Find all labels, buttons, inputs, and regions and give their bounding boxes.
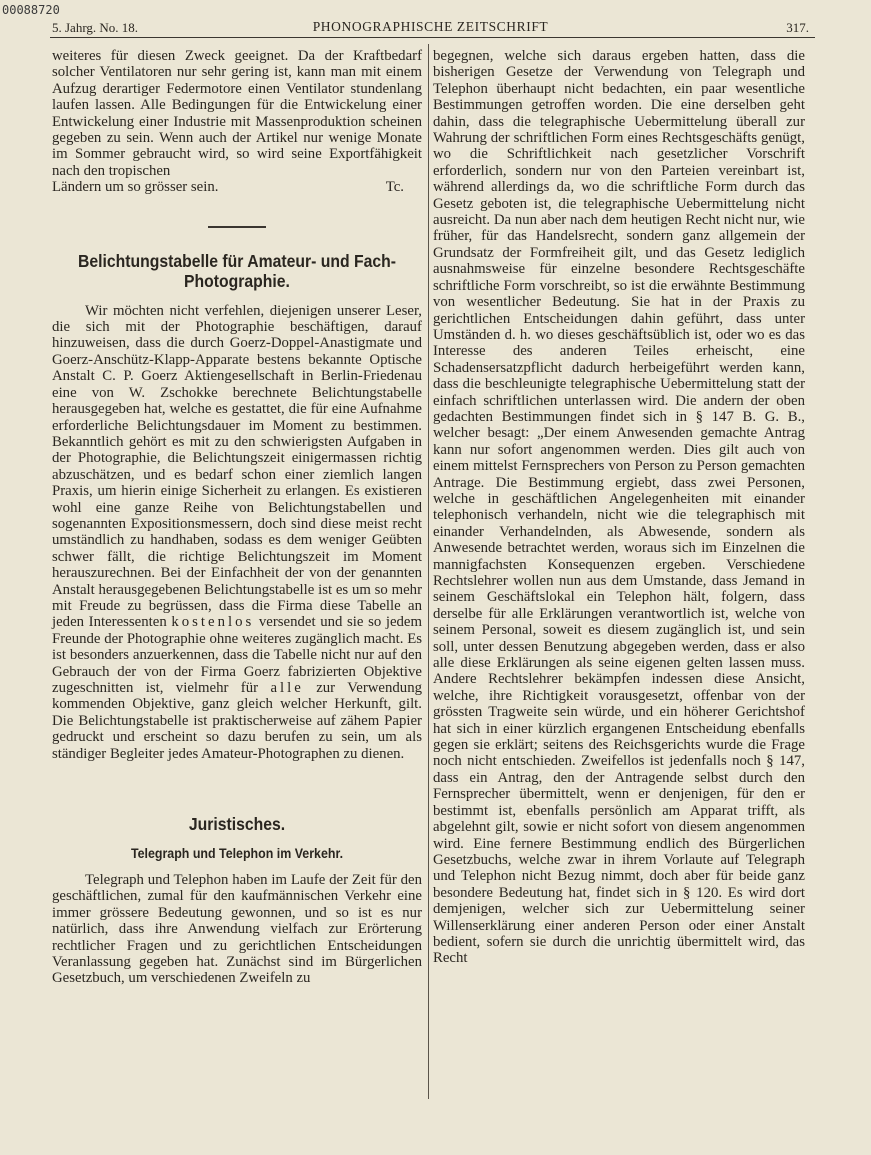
section-heading-juristisches: Juristisches.: [188, 814, 286, 835]
spaced-emphasis: alle: [270, 680, 304, 696]
continued-last-line: Ländern um so grösser sein.: [52, 179, 219, 196]
section-rule: [208, 226, 266, 228]
continued-paragraph-end: [52, 179, 422, 195]
paragraph-text: zur Verwendung kommenden Objektive, ganz gleich welcher Herkunft, gilt. Die Belichtungstabelle ist praktischerweise auf zähem Papier gedruckt und erscheint so dazu berufen zu sein, um als ständiger Begleiter jedes Amateur-Photographen zu dienen.: [52, 680, 422, 762]
article-paragraph-telegraph-cont: begegnen, welche sich daraus ergeben hatten, dass die bisherigen Gesetze der Verwendung von Telegraph und Telephon überhaupt nicht bedachten, ein paar wesentliche Bestimmungen getroffen worden. Die eine derselben geht dahin, dass die telegraphische Uebermittelung überall zur Wahrung der schriftlichen Form eines Rechtsgeschäfts genügt, wo die Schriftlichkeit nach gesetzlicher Vorschrift erforderlich, sondern nur von den Parteien vereinbart ist, während allerdings da, wo die schriftliche Form durch das Gesetz geboten ist, die telegraphische Uebermittelung nicht ausreicht. Da nun aber nach dem heutigen Recht nicht nur, wie früher, für das Handelsrecht, sondern ganz allgemein der Grundsatz der Formfreiheit gilt, und das Gesetz lediglich ausnahmsweise für einzelne besondere Rechtsgeschäfte schriftliche Form vorschreibt, so ist die erwähnte Bestimmung von wesentlicher Bedeutung. Sie hat in der Praxis zu gerichtlichen Entscheidungen dahin geführt, dass unter Umständen d. h. wo dieses geschäftsüblich ist, oder wo es das Interesse des anderen Teiles erheischt, eine Schadensersatzpflicht dadurch herbeigeführt werden kann, dass die beschleunigte telegraphische Uebermittelung statt der einfach schriftlichen unterlassen wird. Die andern der oben gedachten Bestimmungen findet sich in § 147 B. G. B., welcher besagt: „Der einem Anwesenden gemachte Antrag kann nur sofort angenommen werden. Dies gilt auch von einem mittelst Fernsprechers von Person zu Person gemachten Antrage. Die Bestimmung ergiebt, dass zwei Personen, welche in geschäftlichen Angelegenheiten mit einander telephonisch verhandeln, nicht wie die telegraphisch mit einander Verhandelnden, als Abwesende, sondern als Anwesende betrachtet werden, woraus sich im Einzelnen die mannigfachsten Konsequenzen ergeben. Verschiedene Rechtslehrer wollen nun aus dem Umstande, dass Jemand in seinem Geschäftslokal ein Telephon hält, folgern, dass derselbe für alle Erklärungen verantwortlich ist, welche von seinem Personal, soweit es diesem zugänglich ist, und sein soll, unter dessen Benutzung abgegeben werden, dass er also alle diese Erklärungen als seine eigenen gelten lassen muss. Andere Rechtslehrer bekämpfen indessen diese Ansicht, welche, ihre Richtigkeit vorausgesetzt, offenbar von der grössten Tragweite sein würde, und ein höherer Gerichtshof hat sich in einer kürzlich ergangenen Entscheidung ebenfalls gegen sie erklärt; seitens des Reichsgerichts wurde die Frage noch nicht entschieden. Zweifellos ist jedenfalls noch § 147, dass ein Antrag, den der Antragende selbst durch den Fernsprecher übermittelt, wenn er denjenigen, für den er bestimmt ist, ebenfalls persönlich am Apparat trifft, als abgelehnt gilt, sowie er nicht sofort von diesem angenommen wird. Eine fernere Bestimmung endlich des Bürgerlichen Gesetzbuchs, welche zwar in ihrem Vorlaute auf Telegraph und Telephon nicht Bezug nimmt, doch aber für beide ganz besondere Bedeutung hat, findet sich in § 120. Es wird dort demjenigen, welcher sich zur Uebermittelung seiner Willenserklärung einer anderen Person oder einer Anstalt bedient, sofern sie durch die unrichtig übermittelt wird, das Recht: [433, 48, 805, 967]
paragraph-text: Wir möchten nicht verfehlen, diejenigen unserer Leser, die sich mit der Photographie beschäftigen, darauf hinzuweisen, dass die durch Goerz-Doppel-Anastigmate und Goerz-Anschütz-Klapp-Apparate bestens bekannte Optische Anstalt C. P. Goerz Aktiengesellschaft in Berlin-Friedenau eine von W. Zschokke berechnete Belichtungstabelle herausgegeben hat, welche es gestattet, die für eine Aufnahme erforderliche Belichtungsdauer im Moment zu bestimmen. Bekanntlich gehört es mit zu den schwierigsten Aufgaben in der Photographie, die Belichtungszeit einigermassen richtig abzuschätzen, und es bedarf schon einer ziemlich langen Praxis, um hierin einige Sicherheit zu erlangen. Es existieren wohl eine ganze Reihe von Belichtungstabellen und sogenannten Expositionsmessern, doch sind diese meist recht umständlich zu handhaben, sodass es dem weniger Geübten schwer fällt, die richtige Belichtungszeit im Moment herauszurechnen. Bei der Einfachheit der von der genannten Anstalt herausgegebenen Belichtungstabelle ist es um so mehr mit Freude zu begrüssen, dass die Firma diese Tabelle an jeden Interessenten: [52, 302, 422, 631]
spaced-emphasis: kostenlos: [171, 614, 255, 631]
article-subheading-telegraph: Telegraph und Telephon im Verkehr.: [130, 846, 344, 862]
page-number: 317.: [786, 20, 809, 35]
issue-label: 5. Jahrg. No. 18.: [52, 20, 139, 35]
continued-paragraph: weiteres für diesen Zweck geeignet. Da der Kraftbedarf solcher Ventilatoren nur sehr gering ist, kann man mit einem Aufzug derartiger Federmotore einen Ventilator stundenlang laufen lassen. Alle Bedingungen für die Entwickelung einer Entwickelung einer Industrie mit Massenproduktion scheinen gegeben zu sein. Wenn auch der Artikel nur wenige Monate im Sommer gebraucht wird, so wird seine Exportfähigkeit nach den tropischen: [52, 48, 422, 179]
author-signature: Tc.: [385, 179, 404, 196]
journal-title: PHONOGRAPHISCHE ZEITSCHRIFT: [312, 19, 549, 34]
article-paragraph-belichtungstabelle: [52, 303, 422, 762]
header-rule: [50, 37, 815, 38]
page-header: [52, 18, 809, 38]
right-column: [433, 48, 805, 967]
left-column: [52, 48, 422, 987]
scan-id-label: 00088720: [2, 3, 60, 17]
paragraph-text: versendet und sie so jedem Freunde der Photographie ohne weiteres zugänglich macht. Es ist besonders anzuerkennen, dass die Tabelle nicht nur auf den Gebrauch der von der Firma Goerz fabrizierten Objektive zugeschnitten ist, vielmehr für: [52, 614, 423, 696]
article-paragraph-telegraph: Telegraph und Telephon haben im Laufe der Zeit für den geschäftlichen, zumal für den kaufmännischen Verkehr eine immer grössere Bedeutung gewonnen, und so ist es nur natürlich, dass ihre Anwendung vielfach zur Erörterung rechtlicher Fragen und zu gerichtlichen Entscheidungen Veranlassung gegeben hat. Zunächst sind im Bürgerlichen Gesetzbuch, um verschiedenen Zweifeln zu: [52, 872, 422, 987]
column-divider: [428, 44, 429, 1099]
article-heading-belichtungstabelle: Belichtungstabelle für Amateur- und Fach-Photographie.: [78, 250, 396, 291]
